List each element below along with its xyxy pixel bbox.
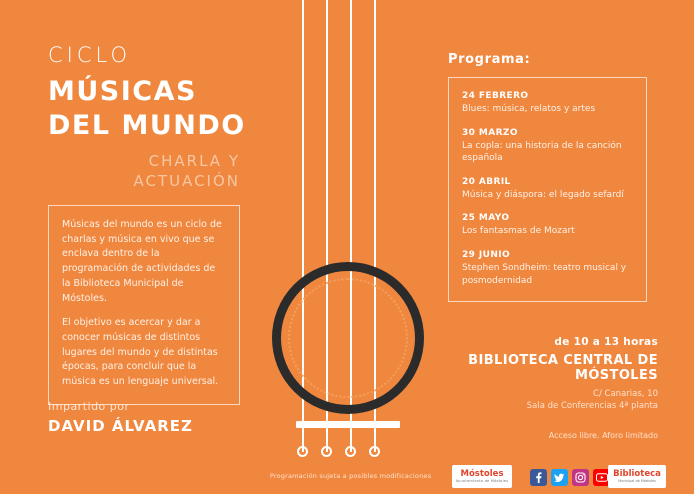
program-item-desc: Los fantasmas de Mozart bbox=[462, 226, 575, 237]
guitar-illustration bbox=[248, 0, 448, 494]
page-title-line1: MÚSICAS bbox=[48, 76, 197, 108]
program-box bbox=[448, 77, 647, 302]
guitar-bridge bbox=[296, 421, 400, 428]
program-item bbox=[462, 128, 634, 165]
program-heading: Programa: bbox=[448, 52, 531, 67]
program-item-desc: La copla: una historia de la canción española bbox=[462, 140, 622, 164]
program-item-date: 24 FEBRERO bbox=[462, 91, 529, 101]
twitter-icon[interactable] bbox=[551, 469, 568, 486]
program-item-desc: Música y diáspora: el legado sefardí bbox=[462, 189, 624, 200]
bridge-pin-3 bbox=[345, 446, 356, 457]
description-box bbox=[48, 205, 240, 405]
page-title-line2: DEL MUNDO bbox=[48, 109, 246, 141]
footer bbox=[0, 460, 694, 494]
presenter-block bbox=[48, 400, 268, 435]
mostoles-logo bbox=[452, 465, 512, 488]
biblioteca-logo-text: Biblioteca bbox=[613, 468, 661, 479]
kicker-ciclo: CICLO bbox=[48, 43, 131, 67]
presenter-name: DAVID ÁLVAREZ bbox=[48, 417, 193, 435]
venue-address-line2: Sala de Conferencias 4ª planta bbox=[526, 401, 658, 412]
program-item-desc: Blues: música, relatos y artes bbox=[462, 104, 596, 114]
venue-address bbox=[440, 388, 658, 413]
venue-block bbox=[440, 336, 658, 440]
page-subtitle-line1: CHARLA Y bbox=[148, 151, 240, 170]
program-item-date: 25 MAYO bbox=[462, 213, 510, 224]
disclaimer-note: Programación sujeta a posibles modificaciones bbox=[269, 472, 432, 480]
description-paragraph-1: Músicas del mundo es un ciclo de charlas y música en vivo que se enclava dentro de la programación de actividades de la Biblioteca Municipal de Móstoles. bbox=[62, 219, 222, 304]
bridge-pin-1 bbox=[297, 446, 308, 457]
program-item bbox=[462, 213, 634, 238]
venue-access-note: Acceso libre. Aforo limitado bbox=[548, 430, 658, 440]
program-item-date: 20 ABRIL bbox=[462, 176, 511, 187]
soundhole-rosette bbox=[288, 278, 408, 398]
program-item-desc: Stephen Sondheim: teatro musical y posmodernidad bbox=[462, 262, 627, 286]
program-item bbox=[462, 91, 634, 116]
biblioteca-logo bbox=[608, 465, 666, 488]
biblioteca-logo-subtext: Municipal de Móstoles bbox=[618, 478, 656, 483]
mostoles-logo-text: Móstoles bbox=[460, 468, 504, 479]
program-item bbox=[462, 250, 634, 287]
page-subtitle bbox=[48, 151, 240, 192]
program-column bbox=[448, 52, 653, 302]
social-links bbox=[530, 469, 610, 486]
instagram-icon[interactable] bbox=[572, 469, 589, 486]
mostoles-logo-subtext: Ayuntamiento de Móstoles bbox=[455, 478, 509, 483]
bridge-pin-4 bbox=[369, 446, 380, 457]
description-paragraph-2: El objetivo es acercar y dar a conocer músicas de distintos lugares del mundo y de distintas épocas, para concluir que la música es un lenguaje universal. bbox=[62, 317, 219, 388]
presenter-label: Impartido por bbox=[48, 400, 130, 413]
facebook-icon[interactable] bbox=[530, 469, 547, 486]
venue-hours: de 10 a 13 horas bbox=[554, 336, 658, 348]
venue-address-line1: C/ Canarias, 10 bbox=[593, 389, 658, 399]
program-item bbox=[462, 177, 634, 202]
venue-name: BIBLIOTECA CENTRAL DE MÓSTOLES bbox=[468, 353, 658, 383]
program-item-date: 30 MARZO bbox=[462, 127, 518, 138]
page-subtitle-line2: ACTUACIÓN bbox=[133, 171, 240, 190]
bridge-pin-2 bbox=[321, 446, 332, 457]
program-item-date: 29 JUNIO bbox=[462, 249, 511, 260]
